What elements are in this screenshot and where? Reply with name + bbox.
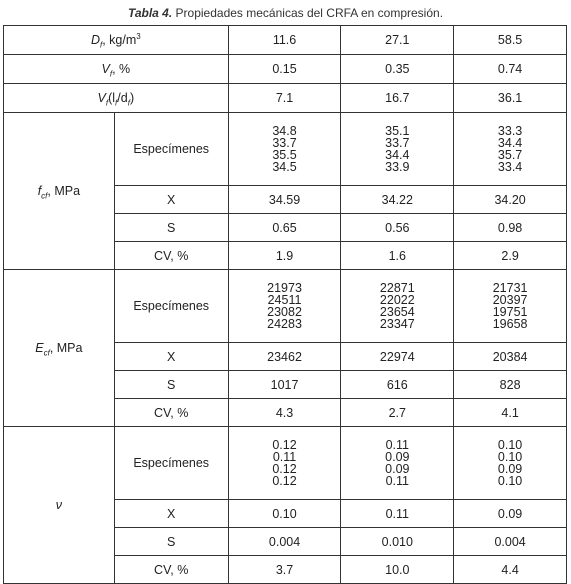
caption-label: Tabla 4. [127, 6, 173, 20]
volume-fraction-value-2: 0.35 [341, 55, 454, 84]
nu-cv-value-1: 3.7 [228, 556, 341, 584]
nu-specimens-label: Especímenes [114, 427, 228, 500]
ecf-group-label: $E_{cf}$, MPa [4, 270, 115, 427]
fiber-index-value-2: 16.7 [341, 84, 454, 113]
nu-std-value-2: 0.010 [341, 528, 454, 556]
nu-cv-value-2: 10.0 [341, 556, 454, 584]
fiber-index-value-1: 7.1 [228, 84, 341, 113]
density-label: $D_f$, $kg/m^3$ [4, 26, 229, 55]
volume-fraction-value-3: 0.74 [454, 55, 567, 84]
row-volume-fraction [4, 55, 567, 84]
fcf-cv-value-1: 1.9 [228, 242, 341, 270]
nu-mean-value-3: 0.09 [454, 500, 567, 528]
nu-cv-value-3: 4.4 [454, 556, 567, 584]
nu-std-value-1: 0.004 [228, 528, 341, 556]
fcf-std-value-1: 0.65 [228, 214, 341, 242]
ecf-specimens-col-3: 21731 20397 19751 19658 [454, 270, 567, 343]
ecf-specimens-label: Especímenes [114, 270, 228, 343]
ecf-specimens-col-2: 22871 22022 23654 23347 [341, 270, 454, 343]
fcf-cv-value-3: 2.9 [454, 242, 567, 270]
ecf-specimens-row [4, 270, 567, 343]
fcf-mean-value-2: 34.22 [341, 186, 454, 214]
density-value-2: 27.1 [341, 26, 454, 55]
fcf-std-label: S [114, 214, 228, 242]
density-value-1: 11.6 [228, 26, 341, 55]
row-density [4, 26, 567, 55]
nu-specimens-col-1: 0.12 0.11 0.12 0.12 [228, 427, 341, 500]
fcf-specimens-col-3: 33.3 34.4 35.7 33.4 [454, 113, 567, 186]
ecf-cv-value-3: 4.1 [454, 399, 567, 427]
row-fiber-index [4, 84, 567, 113]
fcf-specimens-row [4, 113, 567, 186]
ecf-std-value-1: 1017 [228, 371, 341, 399]
fcf-specimens-col-1: 34.8 33.7 35.5 34.5 [228, 113, 341, 186]
ecf-mean-value-3: 20384 [454, 343, 567, 371]
nu-specimens-col-2: 0.11 0.09 0.09 0.11 [341, 427, 454, 500]
fiber-index-label: $V_f(l_f/d_f)$ [4, 84, 229, 113]
nu-std-value-3: 0.004 [454, 528, 567, 556]
fcf-group-label: $f_{cf}$, MPa [4, 113, 115, 270]
fcf-specimens-col-2: 35.1 33.7 34.4 33.9 [341, 113, 454, 186]
ecf-cv-value-1: 4.3 [228, 399, 341, 427]
nu-specimens-col-3: 0.10 0.10 0.09 0.10 [454, 427, 567, 500]
volume-fraction-value-1: 0.15 [228, 55, 341, 84]
fcf-mean-value-3: 34.20 [454, 186, 567, 214]
fcf-mean-value-1: 34.59 [228, 186, 341, 214]
nu-specimens-row [4, 427, 567, 500]
mechanical-properties-table [3, 25, 567, 584]
table-caption [0, 6, 571, 20]
ecf-mean-label: X [114, 343, 228, 371]
fcf-std-value-3: 0.98 [454, 214, 567, 242]
nu-mean-label: X [114, 500, 228, 528]
ecf-cv-label: CV, % [114, 399, 228, 427]
fcf-std-value-2: 0.56 [341, 214, 454, 242]
fcf-specimens-label: Especímenes [114, 113, 228, 186]
nu-cv-label: CV, % [114, 556, 228, 584]
nu-std-label: S [114, 528, 228, 556]
fcf-cv-value-2: 1.6 [341, 242, 454, 270]
ecf-mean-value-2: 22974 [341, 343, 454, 371]
volume-fraction-label: $V_f$, % [4, 55, 229, 84]
ecf-std-label: S [114, 371, 228, 399]
ecf-std-value-2: 616 [341, 371, 454, 399]
ecf-specimens-col-1: 21973 24511 23082 24283 [228, 270, 341, 343]
nu-mean-value-1: 0.10 [228, 500, 341, 528]
ecf-mean-value-1: 23462 [228, 343, 341, 371]
density-value-3: 58.5 [454, 26, 567, 55]
ecf-cv-value-2: 2.7 [341, 399, 454, 427]
caption-text: Propiedades mecánicas del CRFA en compresión. [175, 6, 444, 20]
fcf-cv-label: CV, % [114, 242, 228, 270]
nu-mean-value-2: 0.11 [341, 500, 454, 528]
nu-group-label: ν [4, 427, 115, 584]
ecf-std-value-3: 828 [454, 371, 567, 399]
fcf-mean-label: X [114, 186, 228, 214]
fiber-index-value-3: 36.1 [454, 84, 567, 113]
